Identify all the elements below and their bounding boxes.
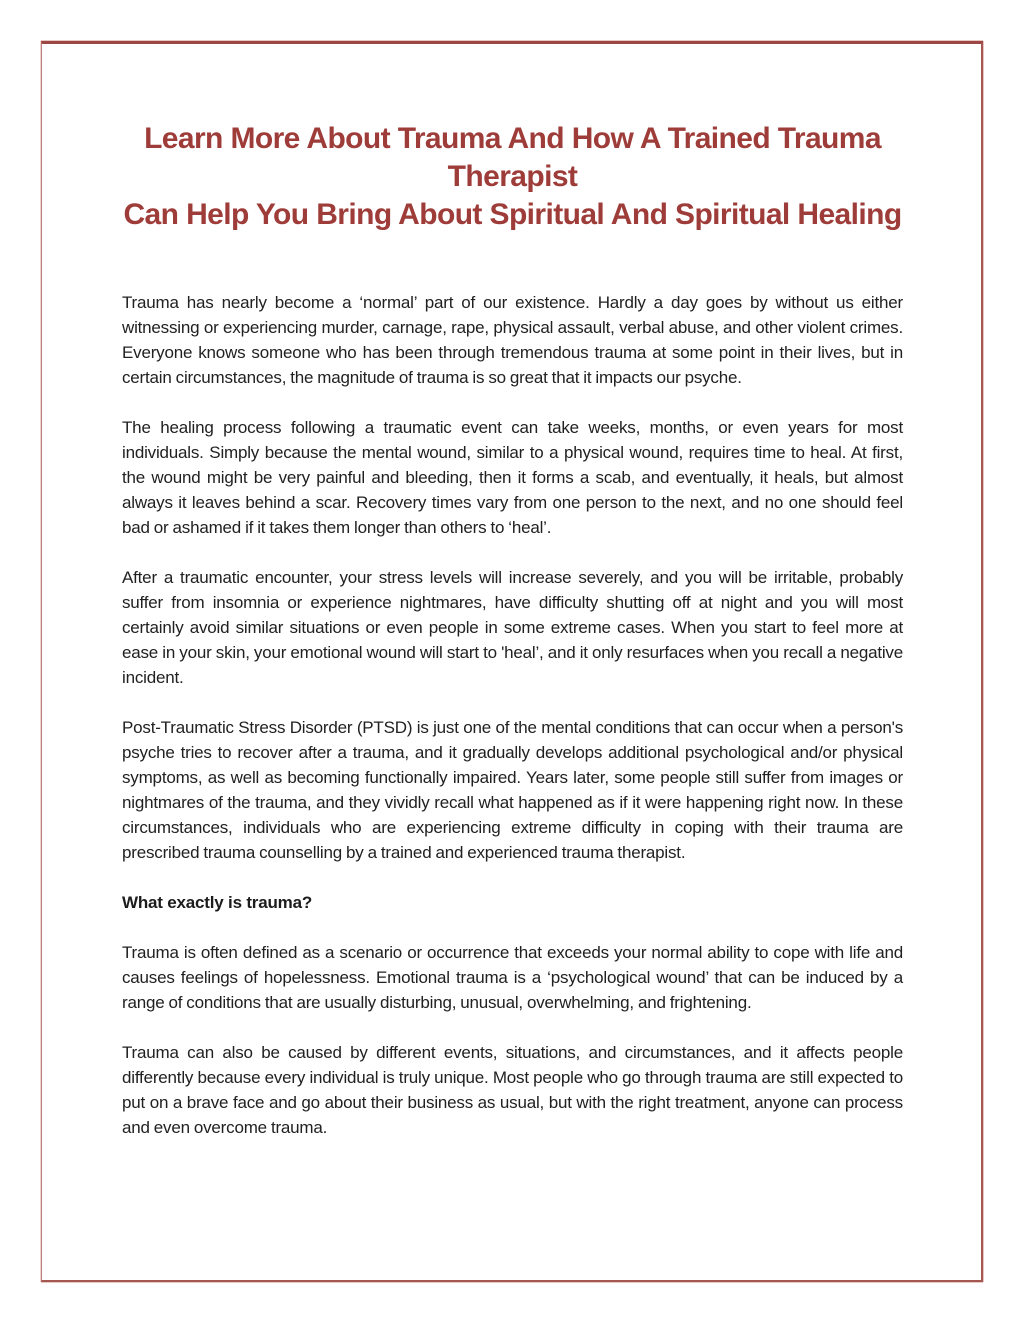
paragraph-ptsd: Post-Traumatic Stress Disorder (PTSD) is just one of the mental conditions that can occur when a person's psyche tries to recover after a trauma, and it gradually develops additional psychological and/or physical symptoms, as well as becoming functionally impaired. Years later, some people still suffer from images or nightmares of the trauma, and they vividly recall what happened as if it were happening right now. In these circumstances, individuals who are experiencing extreme difficulty in coping with their trauma are prescribed trauma counselling by a trained and experienced trauma therapist. <box>122 718 903 862</box>
document-title <box>122 120 903 234</box>
page-border-frame <box>41 41 983 1282</box>
paragraph-trauma-definition: Trauma is often defined as a scenario or occurrence that exceeds your normal ability to cope with life and causes feelings of hopelessness. Emotional trauma is a ‘psychological wound’ that can be induced by a range of conditions that are usually disturbing, unusual, overwhelming, and frightening. <box>122 943 903 1012</box>
paragraph-trauma-normal: Trauma has nearly become a ‘normal’ part of our existence. Hardly a day goes by without us either witnessing or experiencing murder, carnage, rape, physical assault, verbal abuse, and other violent crimes. Everyone knows someone who has been through tremendous trauma at some point in their lives, but in certain circumstances, the magnitude of trauma is so great that it impacts our psyche. <box>122 293 903 387</box>
paragraph-healing-process: The healing process following a traumatic event can take weeks, months, or even years for most individuals. Simply because the mental wound, similar to a physical wound, requires time to heal. At first, the wound might be very painful and bleeding, then it forms a scab, and eventually, it heals, but almost always it leaves behind a scar. Recovery times vary from one person to the next, and no one should feel bad or ashamed if it takes them longer than others to ‘heal’. <box>122 418 903 537</box>
document-content <box>42 44 981 1140</box>
paragraph-trauma-causes: Trauma can also be caused by different events, situations, and circumstances, and it affects people differently because every individual is truly unique. Most people who go through trauma are still expected to put on a brave face and go about their business as usual, but with the right treatment, anyone can process and even overcome trauma. <box>122 1043 903 1137</box>
document-title-line-1: Learn More About Trauma And How A Trained Trauma Therapist <box>144 122 881 193</box>
paragraph-traumatic-encounter: After a traumatic encounter, your stress levels will increase severely, and you will be irritable, probably suffer from insomnia or experience nightmares, have difficulty shutting off at night and you will most certainly avoid similar situations or even people in some extreme cases. When you start to feel more at ease in your skin, your emotional wound will start to 'heal’, and it only resurfaces when you recall a negative incident. <box>122 568 903 687</box>
document-title-line-2: Can Help You Bring About Spiritual And Spiritual Healing <box>123 198 902 231</box>
section-heading-what-is-trauma: What exactly is trauma? <box>122 893 313 912</box>
